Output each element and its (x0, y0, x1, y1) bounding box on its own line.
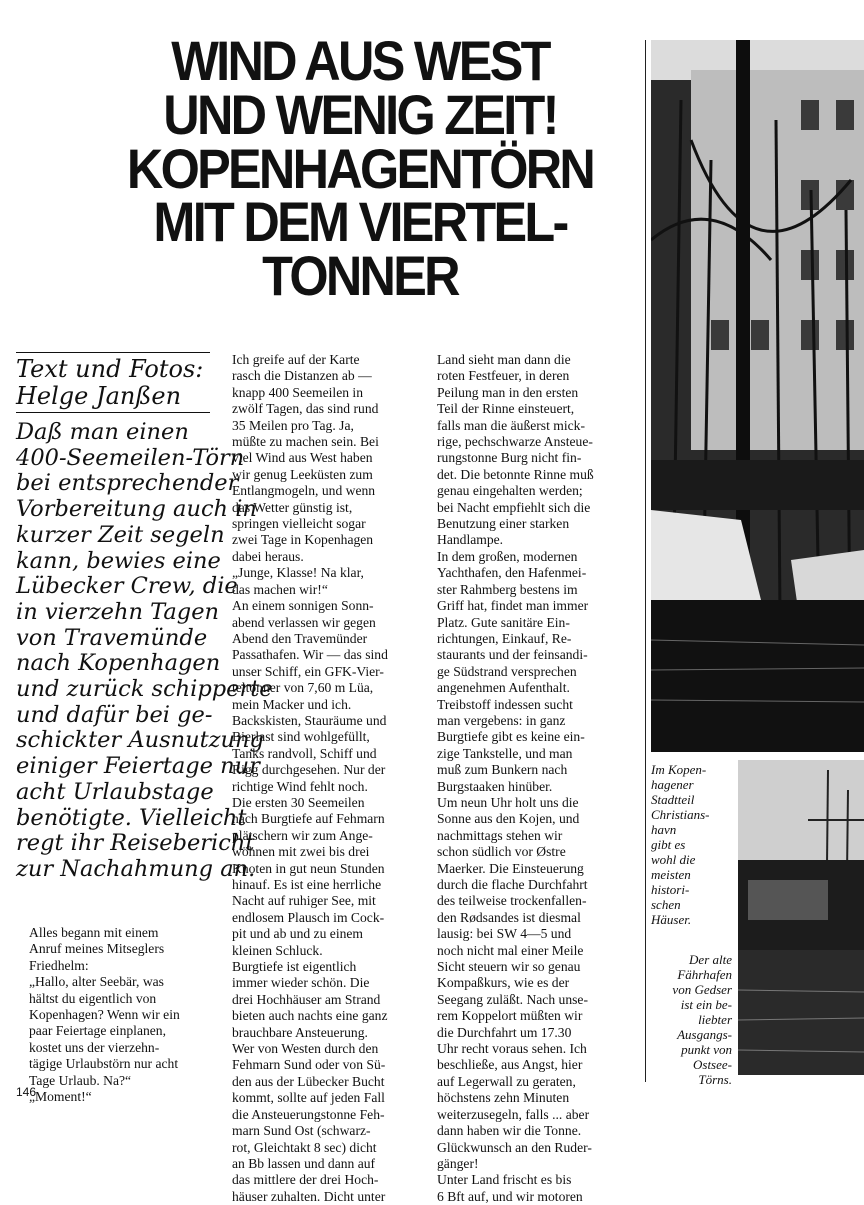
caption-line: liebter (698, 1012, 732, 1027)
caption-line: Im Kopen- (651, 762, 707, 777)
text-line: Die ersten 30 Seemeilen (232, 794, 365, 810)
text-line: zwei Tage in Kopenhagen (232, 532, 374, 548)
text-line: bieten auch nachts eine ganz (232, 1008, 388, 1024)
text-line: den Rødsandes ist diesmal (437, 909, 581, 925)
text-line: dann haben wir die Tonne. (437, 1123, 582, 1139)
text-line: beschließe, aus Angst, hier (437, 1057, 583, 1073)
text-line: paar Feiertage einplanen, (29, 1023, 166, 1039)
byline-line: Helge Janßen (16, 382, 182, 410)
text-line: „Hallo, alter Seebär, was (29, 974, 164, 990)
page-number: 146 (16, 1085, 37, 1099)
text-line: Kompaßkurs, wie es der (437, 975, 570, 991)
text-line: viel Wind aus West haben (232, 450, 373, 466)
text-line: Sicht steuern wir so genau (437, 959, 581, 975)
text-line: dabei heraus. (232, 548, 304, 564)
article-headline (126, 29, 594, 307)
text-line: Burgtiefe gibt es keine ein- (437, 729, 585, 745)
text-line: des teilweise trockenfallen- (437, 893, 587, 909)
caption-line: Fährhafen (677, 967, 732, 982)
intro-line: regt ihr Reisebericht (16, 830, 255, 857)
text-line: Backskisten, Stauräume und (232, 712, 387, 728)
headline-line: TONNER (262, 244, 458, 307)
intro-line: einiger Feiertage nur (16, 753, 260, 780)
byline-bottom-rule (16, 412, 210, 413)
text-line: ge Südstrand versprechen (437, 663, 577, 679)
text-line: rot, Gleichtakt 8 sec) dicht (232, 1139, 377, 1155)
text-line: Benutzung einer starken (437, 516, 570, 532)
text-line: Wer von Westen durch den (232, 1041, 379, 1057)
text-line: genau eingehalten werden; (437, 483, 583, 499)
intro-line: und dafür bei ge- (16, 701, 213, 728)
text-line: Burgstaaken hinüber. (437, 778, 553, 794)
text-line: muß zum Bunkern nach (437, 762, 568, 778)
text-line: Glückwunsch an den Ruder- (437, 1139, 592, 1155)
text-line: pit und ab und zu einem (232, 926, 363, 942)
intro-line: und zurück schipperte (16, 676, 273, 703)
text-line: falls man die äußerst mick- (437, 417, 585, 433)
text-line: durch die flache Durchfahrt (437, 877, 588, 892)
text-line: 35 Meilen pro Tag. Ja, (232, 417, 354, 433)
text-line: wöhnen mit zwei bis drei (232, 844, 370, 860)
text-line: kommt, sollte auf jeden Fall (232, 1090, 385, 1106)
text-line: Tanks randvoll, Schiff und (232, 745, 377, 761)
byline-line: Text und Fotos: (16, 355, 204, 383)
text-line: Rigg durchgesehen. Nur der (232, 762, 386, 778)
text-line: auf Legerwall zu geraten, (437, 1073, 576, 1089)
intro-line: in vierzehn Tagen (16, 598, 220, 625)
text-line: An einem sonnigen Sonn- (232, 598, 374, 614)
text-line: immer wieder schön. Die (232, 975, 370, 991)
text-line: Uhr recht voraus sehen. Ich (437, 1041, 587, 1057)
text-line: tägige Urlaubstörn nur acht (29, 1056, 179, 1072)
caption-line: histori- (651, 882, 690, 897)
text-line: Sonne aus den Kojen, und (437, 811, 580, 827)
text-line: noch nicht mal einer Meile (437, 942, 584, 958)
text-line: mein Macker und ich. (232, 696, 352, 712)
intro-line: zur Nachahmung an. (16, 855, 256, 882)
caption-line: havn (651, 822, 677, 837)
text-line: Um neun Uhr holt uns die (437, 794, 579, 810)
intro-line: Daß man einen (16, 419, 189, 445)
caption-line: meisten (651, 867, 691, 882)
body-column-1 (29, 925, 213, 1105)
caption-line: Christians- (651, 807, 710, 822)
intro-line: kurzer Zeit segeln (16, 521, 225, 548)
headline-line: KOPENHAGENTÖRN (126, 136, 594, 200)
text-line: bei Nacht empfiehlt sich die (437, 499, 591, 515)
text-line: das mittlere der drei Hoch- (232, 1172, 379, 1188)
text-line: wir genug Leeküsten zum (232, 466, 373, 482)
text-line: Griff hat, findet man immer (437, 598, 589, 614)
text-line: lausig: bei SW 4—5 und (437, 926, 572, 942)
text-line: müßte zu machen sein. Bei (232, 434, 379, 450)
caption-line: hagener (651, 777, 694, 792)
intro-line: kann, bewies eine (16, 547, 221, 574)
text-line: gänger! (437, 1155, 479, 1171)
text-line: Burgtiefe ist eigentlich (232, 959, 357, 975)
text-line: springen vielleicht sogar (232, 516, 366, 532)
text-line: Bierlast sind wohlgefüllt, (232, 729, 370, 745)
photo-gedser-graphic (738, 760, 864, 1075)
text-line: Entlangmogeln, und wenn (232, 483, 376, 499)
text-line: Abend den Travemünder (232, 630, 368, 646)
text-line: 6 Bft auf, und wir motoren (437, 1188, 583, 1204)
caption-line: Der alte (689, 952, 732, 967)
text-line: staurants und der feinsandi- (437, 647, 588, 663)
intro-line: Vorbereitung auch in (16, 496, 257, 523)
text-line: rige, pechschwarze Ansteue- (437, 434, 593, 450)
caption-line: Häuser. (651, 912, 692, 927)
text-line: das Wetter günstig ist, (232, 499, 353, 515)
text-line: knapp 400 Seemeilen in (232, 384, 363, 400)
caption-line: Ausgangs- (677, 1027, 732, 1042)
caption-line: wohl die (651, 852, 696, 867)
text-line: rungstonne Burg nicht fin- (437, 450, 582, 466)
text-line: nachmittags stehen wir (437, 827, 563, 843)
text-line: Fehmarn Sund oder von Sü- (232, 1057, 386, 1073)
text-line: an Bb lassen und dann auf (232, 1155, 376, 1171)
text-line: man vergebens: in ganz (437, 712, 566, 728)
text-line: roten Festfeuer, in deren (437, 368, 570, 384)
intro-line: benötigte. Vielleicht (16, 804, 247, 831)
caption-line: schen (651, 897, 681, 912)
text-line: Teil der Rinne einsteuert, (437, 401, 575, 417)
text-line: abend verlassen wir gegen (232, 614, 376, 630)
text-line: weiterzusegeln, falls ... aber (437, 1106, 590, 1122)
column-divider (645, 40, 646, 1082)
text-line: Kopenhagen? Wenn wir ein (29, 1007, 180, 1023)
caption-line: punkt von (681, 1042, 732, 1057)
text-line: Peilung man in den ersten (437, 384, 579, 400)
text-line: die Durchfahrt um 17.30 (437, 1024, 572, 1040)
text-line: Seegang zuläßt. Nach unse- (437, 991, 588, 1007)
text-line: hältst du eigentlich von (29, 990, 157, 1006)
text-line: den aus der Lübecker Bucht (232, 1073, 385, 1089)
text-line: kostet uns der vierzehn- (29, 1039, 160, 1055)
intro-line: von Travemünde (16, 624, 208, 651)
body-column-2 (232, 352, 422, 1205)
text-line: unser Schiff, ein GFK-Vier- (232, 663, 384, 679)
headline-line: WIND AUS WEST (171, 29, 549, 92)
text-line: In dem großen, modernen (437, 548, 578, 564)
caption-photo-christianshavn (651, 762, 733, 927)
text-line: Treibstoff indessen sucht (437, 696, 573, 712)
caption-photo-gedser (640, 952, 732, 1087)
text-line: „Moment!“ (29, 1089, 92, 1105)
photo-gedser-ferry-harbor (738, 760, 864, 1075)
caption-line: Törns. (698, 1072, 732, 1087)
text-line: brauchbare Ansteuerung. (232, 1024, 368, 1040)
text-line: kleinen Schluck. (232, 942, 323, 958)
text-line: plätschern wir zum Ange- (232, 827, 373, 843)
intro-line: acht Urlaubstage (16, 778, 214, 805)
text-line: det. Die betonnte Rinne muß (437, 466, 594, 482)
text-line: nach Burgtiefe auf Fehmarn (232, 811, 385, 827)
text-line: zwölf Tagen, das sind rund (232, 401, 379, 417)
caption-line: von Gedser (672, 982, 732, 997)
text-line: rasch die Distanzen ab — (232, 368, 372, 384)
text-line: häuser zuhalten. Dicht unter (232, 1188, 386, 1204)
text-line: Tage Urlaub. Na?“ (29, 1072, 132, 1088)
text-line: die Ansteuerungstonne Feh- (232, 1106, 385, 1122)
text-line: Yachthafen, den Hafenmei- (437, 565, 587, 581)
text-line: richtige Wind fehlt noch. (232, 778, 368, 794)
text-line: Platz. Gute sanitäre Ein- (437, 614, 570, 630)
intro-line: schickter Ausnutzung (16, 727, 264, 754)
photo-christianshavn (651, 40, 864, 752)
headline-line: UND WENIG ZEIT! (163, 82, 557, 146)
caption-line: Ostsee- (693, 1057, 732, 1072)
text-line: Unter Land frischt es bis (437, 1172, 572, 1188)
text-line: Handlampe. (437, 532, 504, 548)
text-line: richtungen, Einkauf, Re- (437, 630, 572, 646)
text-line: Alles begann mit einem (29, 925, 159, 940)
text-line: Friedhelm: (29, 957, 89, 973)
caption-line: ist ein be- (680, 997, 732, 1012)
text-line: Land sieht man dann die (437, 352, 571, 367)
text-line: Passathafen. Wir — das sind (232, 647, 388, 663)
text-line: Maerker. Die Einsteuerung (437, 860, 584, 876)
text-line: ster Rahmberg bestens im (437, 581, 578, 597)
text-line: zige Tankstelle, und man (437, 745, 573, 761)
text-line: Anruf meines Mitseglers (29, 941, 165, 957)
photo-christianshavn-graphic (651, 40, 864, 752)
text-line: Ich greife auf der Karte (232, 352, 360, 367)
body-column-3 (437, 352, 635, 1205)
text-line: Nacht auf ruhiger See, mit (232, 893, 376, 909)
text-line: teltonner von 7,60 m Lüa, (232, 680, 374, 696)
intro-line: 400-Seemeilen-Törn (16, 444, 245, 471)
text-line: das machen wir!“ (232, 581, 328, 597)
byline (16, 356, 216, 410)
intro-line: bei entsprechender (16, 470, 239, 497)
headline-line: MIT DEM VIERTEL- (153, 190, 567, 254)
caption-line: Stadtteil (651, 792, 695, 807)
byline-top-rule (16, 352, 210, 353)
text-line: schon südlich vor Østre (437, 844, 566, 860)
text-line: endlosem Plausch im Cock- (232, 909, 385, 925)
intro-line: Lübecker Crew, die (16, 573, 238, 600)
text-line: rem Koppelort müßten wir (437, 1008, 583, 1024)
text-line: „Junge, Klasse! Na klar, (232, 565, 364, 581)
text-line: angenehmen Aufenthalt. (437, 680, 570, 696)
text-line: hinauf. Es ist eine herrliche (232, 877, 382, 892)
text-line: Knoten in gut neun Stunden (232, 860, 385, 876)
intro-line: nach Kopenhagen (16, 650, 221, 677)
text-line: marn Sund Ost (schwarz- (232, 1123, 371, 1139)
text-line: höchstens zehn Minuten (437, 1090, 570, 1106)
caption-line: gibt es (651, 837, 686, 852)
text-line: drei Hochhäuser am Strand (232, 991, 381, 1007)
